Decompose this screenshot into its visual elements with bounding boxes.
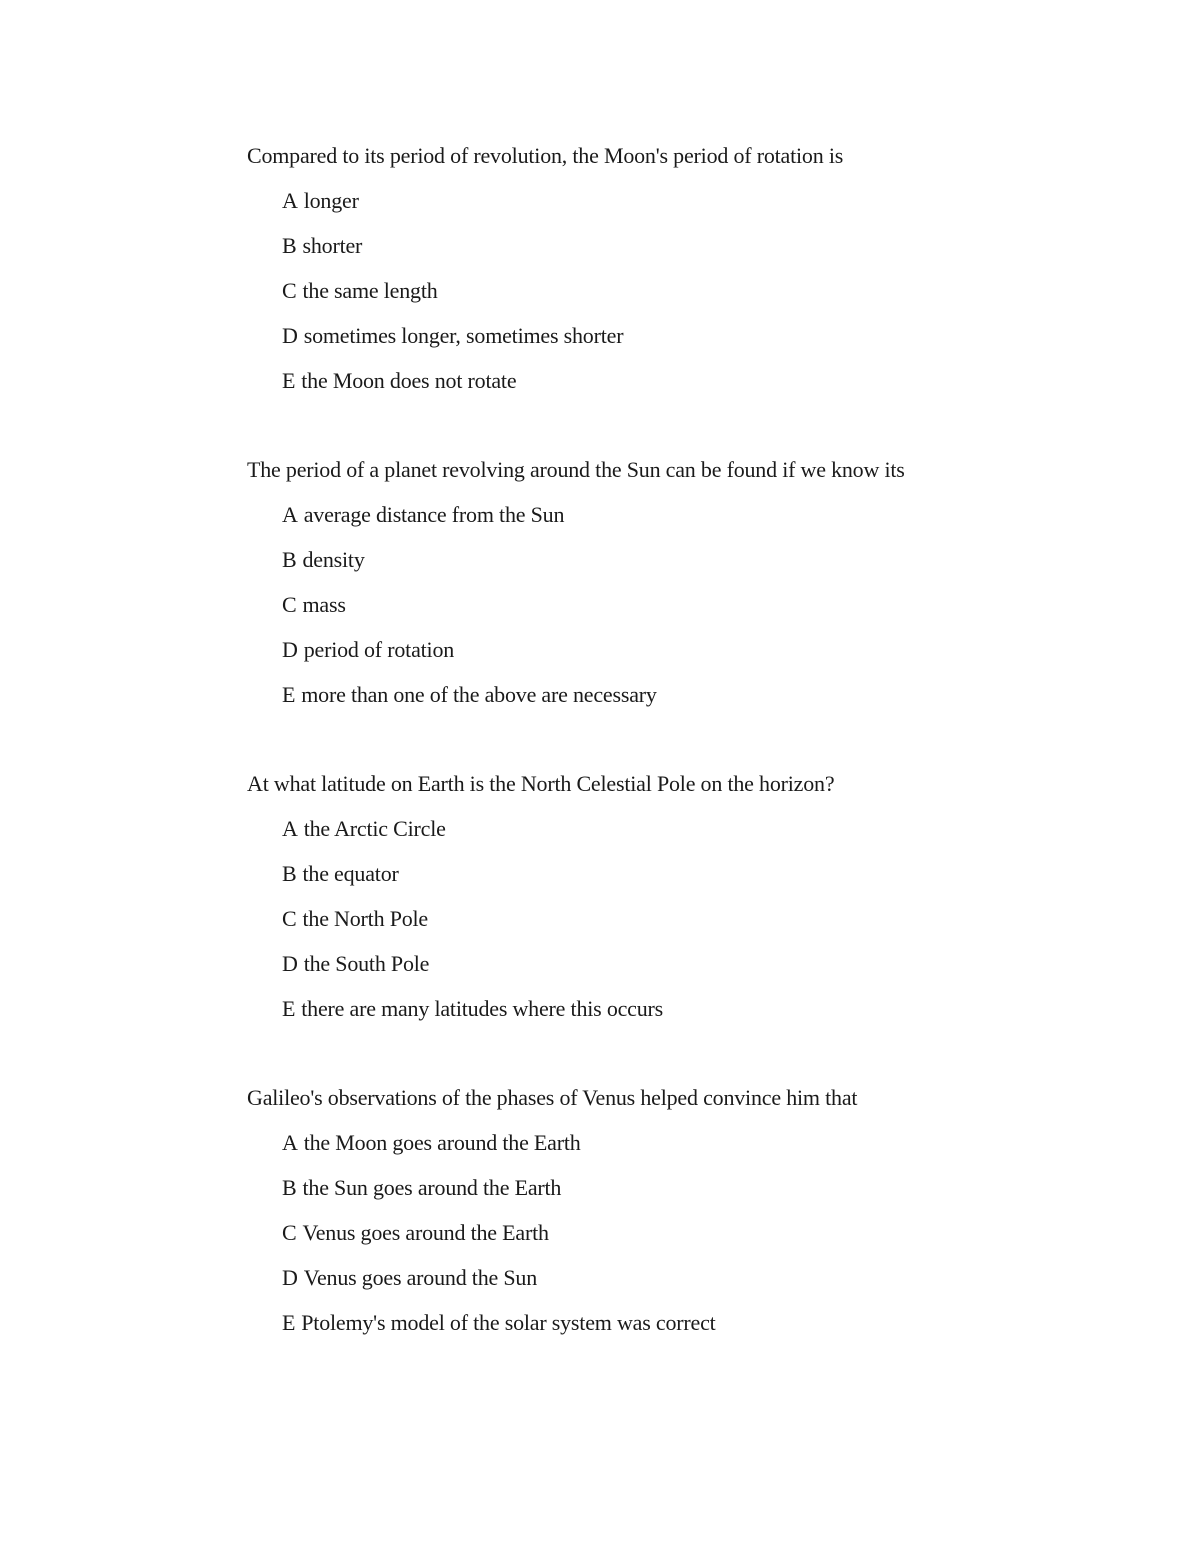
answer-option-e — [282, 365, 1047, 397]
option-letter: D — [282, 951, 298, 976]
answer-option-d — [282, 634, 1047, 666]
answer-option-a — [282, 813, 1047, 845]
option-text: Venus goes around the Sun — [303, 1265, 538, 1290]
option-text: Venus goes around the Earth — [302, 1220, 549, 1245]
answer-option-c — [282, 589, 1047, 621]
question-1 — [247, 140, 1047, 397]
option-letter: A — [282, 188, 298, 213]
answer-options — [247, 499, 1047, 711]
answer-option-d — [282, 320, 1047, 352]
option-text: there are many latitudes where this occurs — [301, 996, 664, 1021]
question-stem: Compared to its period of revolution, the Moon's period of rotation is — [247, 143, 844, 168]
answer-option-b — [282, 230, 1047, 262]
answer-options — [247, 1127, 1047, 1339]
option-text: the South Pole — [303, 951, 430, 976]
option-text: the North Pole — [302, 906, 428, 931]
question-stem: At what latitude on Earth is the North Celestial Pole on the horizon? — [247, 771, 835, 796]
option-letter: E — [282, 682, 296, 707]
option-letter: C — [282, 592, 297, 617]
option-text: the Sun goes around the Earth — [302, 1175, 562, 1200]
answer-option-e — [282, 993, 1047, 1025]
option-text: mass — [302, 592, 346, 617]
option-text: average distance from the Sun — [303, 502, 565, 527]
option-text: longer — [303, 188, 359, 213]
answer-option-d — [282, 948, 1047, 980]
option-letter: C — [282, 278, 297, 303]
answer-options — [247, 185, 1047, 397]
question-stem: Galileo's observations of the phases of Venus helped convince him that — [247, 1085, 858, 1110]
answer-option-c — [282, 903, 1047, 935]
option-text: the same length — [302, 278, 438, 303]
answer-option-e — [282, 1307, 1047, 1339]
option-text: sometimes longer, sometimes shorter — [303, 323, 624, 348]
option-letter: A — [282, 1130, 298, 1155]
option-text: the Moon goes around the Earth — [303, 1130, 581, 1155]
option-text: period of rotation — [303, 637, 455, 662]
option-text: more than one of the above are necessary — [301, 682, 657, 707]
question-2 — [247, 454, 1047, 711]
option-letter: B — [282, 233, 297, 258]
option-text: Ptolemy's model of the solar system was correct — [301, 1310, 716, 1335]
option-letter: C — [282, 1220, 297, 1245]
option-text: density — [302, 547, 365, 572]
answer-option-b — [282, 544, 1047, 576]
option-letter: A — [282, 816, 298, 841]
option-text: shorter — [302, 233, 363, 258]
option-letter: D — [282, 637, 298, 662]
answer-option-a — [282, 1127, 1047, 1159]
question-3 — [247, 768, 1047, 1025]
answer-option-b — [282, 858, 1047, 890]
option-letter: D — [282, 1265, 298, 1290]
option-letter: E — [282, 1310, 296, 1335]
answer-option-d — [282, 1262, 1047, 1294]
option-letter: B — [282, 547, 297, 572]
question-stem: The period of a planet revolving around the Sun can be found if we know its — [247, 457, 905, 482]
option-letter: E — [282, 368, 296, 393]
answer-option-c — [282, 275, 1047, 307]
answer-option-a — [282, 185, 1047, 217]
option-letter: E — [282, 996, 296, 1021]
option-letter: A — [282, 502, 298, 527]
option-letter: B — [282, 861, 297, 886]
option-letter: B — [282, 1175, 297, 1200]
option-letter: D — [282, 323, 298, 348]
option-text: the Arctic Circle — [303, 816, 446, 841]
answer-options — [247, 813, 1047, 1025]
answer-option-c — [282, 1217, 1047, 1249]
option-text: the equator — [302, 861, 399, 886]
option-letter: C — [282, 906, 297, 931]
answer-option-e — [282, 679, 1047, 711]
answer-option-b — [282, 1172, 1047, 1204]
answer-option-a — [282, 499, 1047, 531]
option-text: the Moon does not rotate — [301, 368, 517, 393]
question-4 — [247, 1082, 1047, 1339]
